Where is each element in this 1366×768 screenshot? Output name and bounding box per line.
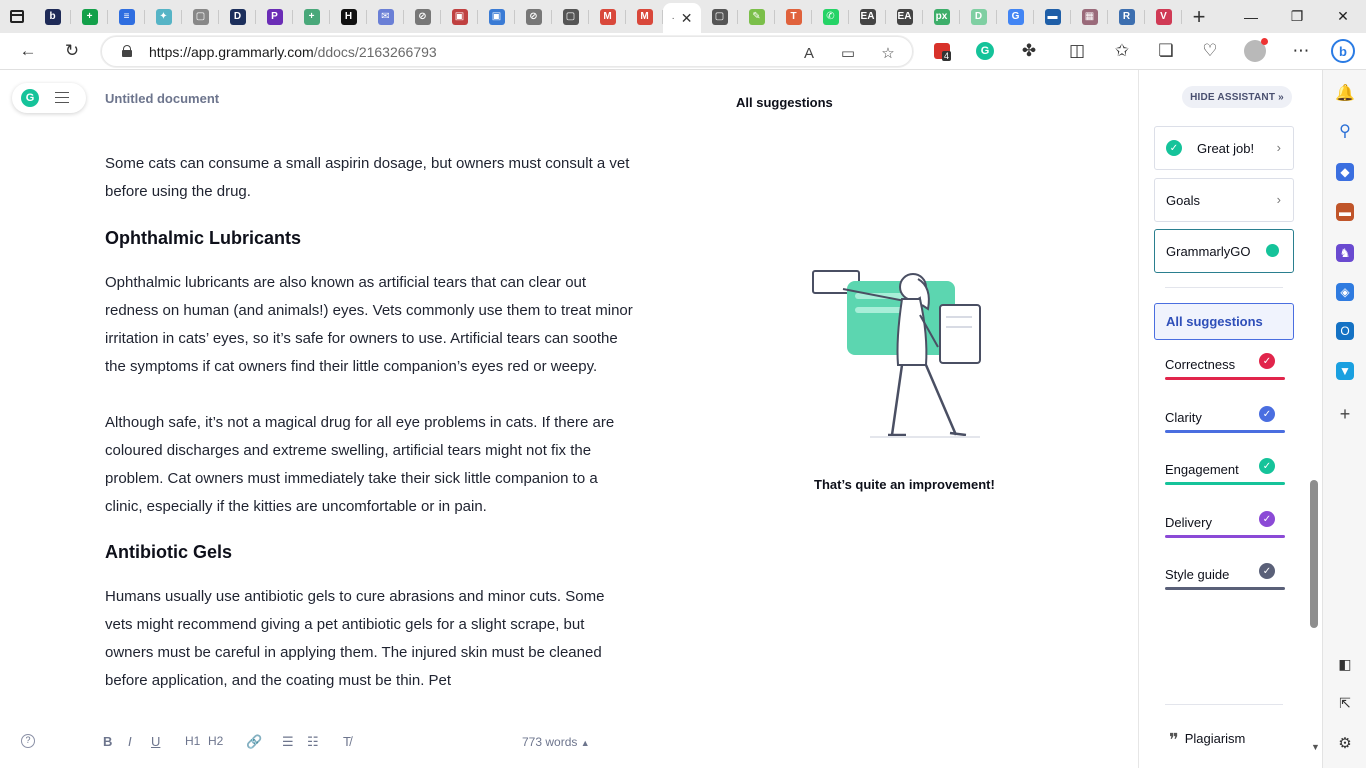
tab-favicon-icon: D xyxy=(971,9,987,25)
tab-list xyxy=(34,0,663,33)
goals-card[interactable]: Goals › xyxy=(1154,178,1294,222)
category-clarity[interactable]: Clarity ✓ xyxy=(1165,406,1285,436)
close-tab-icon[interactable]: ✕ xyxy=(680,9,693,26)
tab-favicon-icon: R xyxy=(1119,9,1135,25)
check-icon: ✓ xyxy=(1259,458,1275,474)
italic-button[interactable]: I xyxy=(128,734,132,749)
browser-tab[interactable] xyxy=(626,0,663,33)
browser-tab[interactable] xyxy=(404,0,441,33)
tab-favicon-icon: b xyxy=(45,9,61,25)
split-screen-button[interactable]: ◫ xyxy=(1068,41,1086,60)
browser-tab[interactable] xyxy=(1071,0,1108,33)
tab-favicon-icon: ⊘ xyxy=(526,9,542,25)
new-tab-button[interactable]: + xyxy=(1192,3,1206,29)
immersive-reader-icon[interactable]: ▭ xyxy=(840,45,856,62)
tab-favicon-icon: ✆ xyxy=(823,9,839,25)
grammarly-g-icon: G xyxy=(976,42,994,60)
tab-favicon-icon: H xyxy=(341,9,357,25)
bold-button[interactable]: B xyxy=(103,734,113,749)
browser-tab[interactable] xyxy=(960,0,997,33)
browser-tab[interactable] xyxy=(738,0,775,33)
grammarly-menu-pill[interactable] xyxy=(12,83,86,113)
divider xyxy=(1165,287,1283,288)
help-icon[interactable]: ? xyxy=(21,734,35,748)
document-body[interactable] xyxy=(105,150,635,695)
tab-favicon-icon: M xyxy=(637,9,653,25)
browser-tab[interactable] xyxy=(775,0,812,33)
bulleted-list-icon[interactable]: ☷ xyxy=(307,734,319,749)
restore-button[interactable]: ❐ xyxy=(1290,8,1304,24)
browser-tab[interactable] xyxy=(256,0,293,33)
underline-button[interactable]: U xyxy=(151,734,161,749)
extensions-button[interactable]: ✤ xyxy=(1021,41,1037,60)
tab-favicon-icon: V xyxy=(1156,9,1172,25)
improvement-message: That’s quite an improvement! xyxy=(814,477,995,492)
check-icon: ✓ xyxy=(1166,140,1182,156)
tab-strip xyxy=(0,0,1366,33)
tab-favicon-icon: D xyxy=(230,9,246,25)
tab-list-after xyxy=(701,0,1182,33)
divider xyxy=(1165,704,1283,705)
read-aloud-icon[interactable]: A xyxy=(803,44,814,62)
grammarly-logo-icon[interactable]: G xyxy=(21,89,39,107)
category-engagement[interactable]: Engagement ✓ xyxy=(1165,458,1285,488)
browser-tab[interactable] xyxy=(478,0,515,33)
browser-tab[interactable] xyxy=(293,0,330,33)
heading[interactable]: Ophthalmic Lubricants xyxy=(105,228,302,248)
browser-tab[interactable] xyxy=(1034,0,1071,33)
notification-dot xyxy=(1261,38,1268,45)
quote-icon: ❞ xyxy=(1169,730,1179,750)
tab-favicon-icon: ▢ xyxy=(193,9,209,25)
tab-favicon-icon: ≡ xyxy=(119,9,135,25)
tab-favicon-icon: + xyxy=(304,9,320,25)
tab-favicon-icon: ✎ xyxy=(749,9,765,25)
collections-button[interactable]: ❏ xyxy=(1158,41,1174,60)
profile-button[interactable] xyxy=(1240,37,1270,65)
tab-favicon-icon: ▢ xyxy=(563,9,579,25)
check-icon: ✓ xyxy=(1259,353,1275,369)
assistant-sidebar xyxy=(1138,70,1322,768)
heading[interactable]: Antibiotic Gels xyxy=(105,542,233,562)
all-suggestions-button[interactable]: All suggestions xyxy=(1154,303,1294,340)
scrollbar-thumb[interactable] xyxy=(1310,480,1318,628)
tab-favicon-icon: ✦ xyxy=(156,9,172,25)
tab-actions-icon xyxy=(10,10,24,23)
browser-tab[interactable] xyxy=(182,0,219,33)
link-icon[interactable]: 🔗 xyxy=(246,734,263,749)
tab-favicon-icon: ✉ xyxy=(378,9,394,25)
format-toolbar xyxy=(0,727,1138,757)
browser-tab[interactable] xyxy=(589,0,626,33)
url-text[interactable]: https://app.grammarly.com/ddocs/2163266793 xyxy=(149,44,437,60)
close-window-button[interactable]: ✕ xyxy=(1337,8,1349,24)
tab-favicon-icon: ⊘ xyxy=(415,9,431,25)
category-correctness[interactable]: Correctness ✓ xyxy=(1165,353,1285,383)
browser-tab[interactable] xyxy=(886,0,923,33)
browser-tab[interactable] xyxy=(1145,0,1182,33)
browser-tab[interactable] xyxy=(145,0,182,33)
browser-essentials-button[interactable]: ♡ xyxy=(1202,41,1218,60)
tab-favicon-icon: EA xyxy=(860,9,876,25)
word-count[interactable]: 773 words ▲ xyxy=(522,735,590,749)
browser-tab[interactable] xyxy=(701,0,738,33)
browser-tab[interactable] xyxy=(34,0,71,33)
chevron-up-icon: ▲ xyxy=(580,738,590,748)
sidebar-toggle-icon[interactable]: ◧ xyxy=(1338,655,1352,672)
document-title[interactable]: Untitled document xyxy=(105,91,220,106)
clear-format-icon[interactable]: T̸ xyxy=(343,734,351,749)
settings-more-button[interactable]: ⋯ xyxy=(1292,41,1310,60)
browser-tab[interactable] xyxy=(515,0,552,33)
grammarlygo-card[interactable]: GrammarlyGO xyxy=(1154,229,1294,273)
hide-assistant-button[interactable]: HIDE ASSISTANT » xyxy=(1182,86,1292,108)
chevron-right-icon: › xyxy=(1276,140,1281,155)
browser-tab[interactable] xyxy=(849,0,886,33)
check-icon: ✓ xyxy=(1259,406,1275,422)
browser-tab[interactable] xyxy=(367,0,404,33)
favorites-button[interactable]: ✩ xyxy=(1114,41,1130,60)
chevron-right-icon: › xyxy=(1276,192,1281,207)
shopping-tag-icon[interactable]: ◆ xyxy=(1336,163,1354,181)
browser-tab[interactable] xyxy=(552,0,589,33)
paragraph[interactable]: Ophthalmic lubricants are also known as artificial tears that can clear out redness on human (and animals!) eyes. Vets commonly use them to treat minor irritation in cats’ eyes, so it’s safe for owners to use. Artificial tears can soothe the symptoms if cat owners find their little companion’s eyes red or weepy. xyxy=(105,274,633,375)
numbered-list-icon[interactable]: ☰ xyxy=(282,734,294,749)
browser-tab[interactable] xyxy=(330,0,367,33)
games-icon[interactable]: ♞ xyxy=(1336,244,1354,262)
grammarly-extension-button[interactable] xyxy=(970,37,1000,65)
extension-badge: 4 xyxy=(944,51,950,61)
drop-icon[interactable]: ▼ xyxy=(1336,362,1354,380)
browser-tab[interactable] xyxy=(71,0,108,33)
address-bar[interactable] xyxy=(101,36,913,67)
paragraph[interactable]: Although safe, it’s not a magical drug for all eye problems in cats. If there are coloured discharges and extreme swelling, artificial tears might not fix the problem. Cat owners must immediately take their sick little companion to a clinic, especially if the kitties are uncomfortable or in pain. xyxy=(105,414,615,515)
browser-tab[interactable] xyxy=(441,0,478,33)
search-icon[interactable]: ⚲ xyxy=(1339,123,1351,140)
lock-icon xyxy=(122,45,132,57)
back-button[interactable]: ← xyxy=(19,41,37,60)
refresh-button[interactable]: ↻ xyxy=(64,41,80,60)
check-icon: ✓ xyxy=(1259,511,1275,527)
tab-favicon-icon: ▣ xyxy=(452,9,468,25)
double-chevron-icon: » xyxy=(1278,91,1284,103)
microsoft-365-icon[interactable]: ◈ xyxy=(1336,283,1354,301)
tab-favicon-icon: ▦ xyxy=(1082,9,1098,25)
tab-grammarly-active[interactable] xyxy=(663,3,701,33)
extension-todoist-button[interactable] xyxy=(927,37,957,65)
gear-icon[interactable]: ⚙ xyxy=(1338,735,1352,752)
tab-favicon-icon: EA xyxy=(897,9,913,25)
category-style-guide[interactable]: Style guide ✓ xyxy=(1165,563,1285,593)
plagiarism-button[interactable]: ❞ Plagiarism xyxy=(1169,730,1246,750)
external-link-icon[interactable]: ⇱ xyxy=(1339,694,1351,711)
copilot-button[interactable] xyxy=(1328,37,1358,65)
tab-favicon-icon: M xyxy=(600,9,616,25)
browser-tab[interactable] xyxy=(812,0,849,33)
heading2-button[interactable]: H2 xyxy=(208,734,224,748)
tools-icon[interactable]: ▬ xyxy=(1336,203,1354,221)
lightbulb-icon xyxy=(1266,244,1279,257)
tab-favicon-icon: ▢ xyxy=(712,9,728,25)
heading1-button[interactable]: H1 xyxy=(185,734,201,748)
add-icon[interactable]: + xyxy=(1339,403,1351,424)
tab-favicon-icon: G xyxy=(1008,9,1024,25)
edge-sidebar xyxy=(1322,70,1366,768)
bing-icon: b xyxy=(1331,39,1355,63)
tab-loading-icon: · xyxy=(671,12,675,24)
hamburger-menu-icon[interactable] xyxy=(55,92,69,103)
tab-favicon-icon: P xyxy=(267,9,283,25)
browser-tab[interactable] xyxy=(108,0,145,33)
tab-favicon-icon: ▬ xyxy=(1045,9,1061,25)
tab-favicon-icon: px xyxy=(934,9,950,25)
outlook-icon[interactable]: O xyxy=(1336,322,1354,340)
check-icon: ✓ xyxy=(1259,563,1275,579)
browser-tab[interactable] xyxy=(219,0,256,33)
paragraph[interactable]: Humans usually use antibiotic gels to cure abrasions and minor cuts. Some vets might recommend giving a pet antibiotic gels for a slight scrape, but owners must be careful in applying them. The injured skin must be cleaned before application, and the coating must be thin. Pet xyxy=(105,588,605,689)
browser-tab[interactable] xyxy=(923,0,960,33)
improvement-illustration-icon xyxy=(810,265,985,440)
paragraph[interactable]: Some cats can consume a small aspirin dosage, but owners must consult a vet before using the drug. xyxy=(105,155,630,200)
avatar xyxy=(1244,40,1266,62)
browser-toolbar xyxy=(0,33,1366,70)
tab-favicon-icon: + xyxy=(82,9,98,25)
browser-tab[interactable] xyxy=(1108,0,1145,33)
bell-icon[interactable]: 🔔 xyxy=(1335,85,1355,102)
browser-tab[interactable] xyxy=(997,0,1034,33)
scroll-down-arrow-icon[interactable]: ▼ xyxy=(1311,742,1320,752)
great-job-card[interactable]: ✓ Great job! › xyxy=(1154,126,1294,170)
favorite-star-icon[interactable]: ☆ xyxy=(881,45,895,62)
category-delivery[interactable]: Delivery ✓ xyxy=(1165,511,1285,541)
suggestions-title: All suggestions xyxy=(736,95,833,110)
tab-favicon-icon: T xyxy=(786,9,802,25)
tab-favicon-icon: ▣ xyxy=(489,9,505,25)
minimize-button[interactable]: — xyxy=(1244,8,1258,25)
tab-actions-button[interactable] xyxy=(0,0,34,33)
